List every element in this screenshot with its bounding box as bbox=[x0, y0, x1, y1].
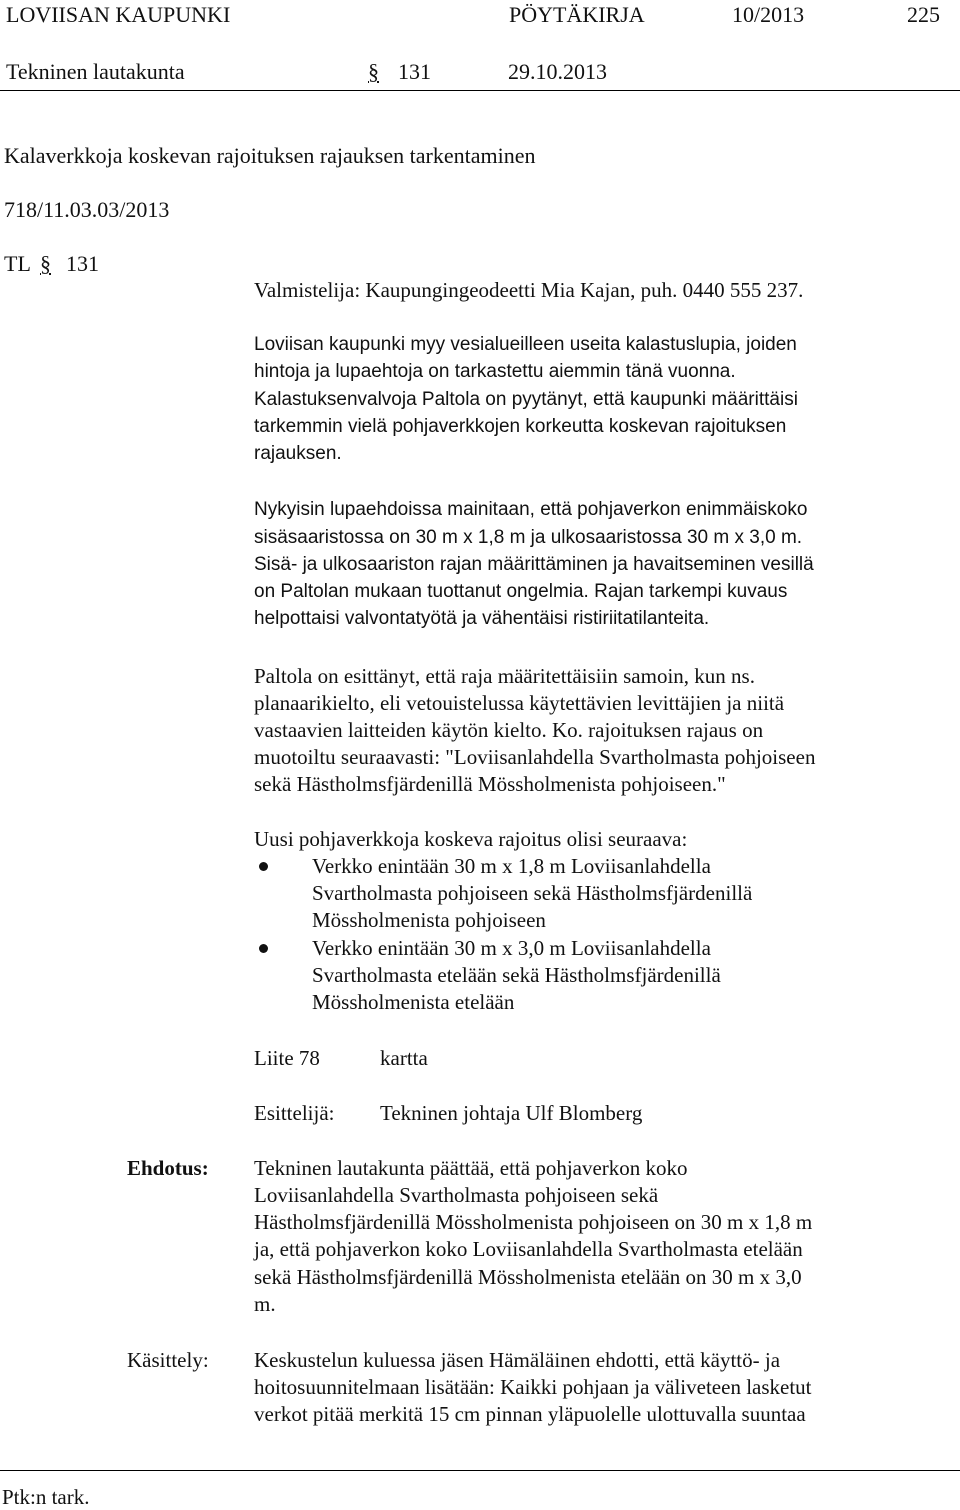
document-type: PÖYTÄKIRJA bbox=[509, 2, 645, 27]
list-intro: Uusi pohjaverkkoja koskeva rajoitus olisi seuraava: bbox=[254, 827, 688, 851]
bullet-icon bbox=[259, 944, 268, 953]
paragraph-line: sekä Hästholmsfjärdenillä Mössholmenista pohjoiseen." bbox=[254, 772, 726, 796]
case-section-symbol: § bbox=[40, 251, 51, 276]
meeting-date: 29.10.2013 bbox=[508, 59, 607, 84]
proposal-line: Loviisanlahdella Svartholmasta pohjoiseen sekä bbox=[254, 1183, 659, 1207]
proposal-line: Hästholmsfjärdenillä Mössholmenista pohjoiseen on 30 m x 1,8 m bbox=[254, 1210, 813, 1234]
paragraph-line: Paltola on esittänyt, että raja määritettäisiin samoin, kun ns. bbox=[254, 664, 755, 688]
list-item-line: Verkko enintään 30 m x 1,8 m Loviisanlahdella bbox=[312, 854, 711, 878]
case-prefix: TL bbox=[4, 251, 31, 276]
paragraph-line: Kalastuksenvalvoja Paltola on pyytänyt, että kaupunki määrittäisi bbox=[254, 389, 798, 410]
header-rule bbox=[0, 90, 960, 91]
handling-line: hoitosuunnitelmaan lisätään: Kaikki pohjaan ja väliveteen lasketut bbox=[254, 1375, 812, 1399]
paragraph-line: vastaavien laitteiden käytön kielto. Ko. rajoituksen rajaus on bbox=[254, 718, 764, 742]
proposal-label: Ehdotus: bbox=[127, 1156, 209, 1180]
proposal-line: ja, että pohjaverkon koko Loviisanlahdella Svartholmasta etelään bbox=[254, 1237, 803, 1261]
proposal-line: m. bbox=[254, 1292, 276, 1316]
presenter-value: Tekninen johtaja Ulf Blomberg bbox=[380, 1101, 643, 1125]
page-number: 225 bbox=[907, 2, 940, 27]
presenter-label: Esittelijä: bbox=[254, 1101, 335, 1125]
paragraph-line: muotoiltu seuraavasti: "Loviisanlahdella Svartholmasta pohjoiseen bbox=[254, 745, 816, 769]
handling-line: verkot pitää merkitä 15 cm pinnan yläpuolelle ulottuvalla suuntaa bbox=[254, 1402, 806, 1426]
proposal-line: sekä Hästholmsfjärdenillä Mössholmenista etelään on 30 m x 3,0 bbox=[254, 1265, 802, 1289]
list-item-line: Mössholmenista pohjoiseen bbox=[312, 908, 546, 932]
paragraph-line: Sisä- ja ulkosaariston rajan määrittäminen ja havaitseminen vesillä bbox=[254, 554, 814, 575]
paragraph-line: on Paltolan mukaan tuottanut ongelmia. Rajan tarkempi kuvaus bbox=[254, 581, 788, 602]
list-item-line: Svartholmasta pohjoiseen sekä Hästholmsfjärdenillä bbox=[312, 881, 753, 905]
paragraph-line: helpottaisi valvontatyötä ja vähentäisi ristiriitatilanteita. bbox=[254, 608, 710, 629]
paragraph-line: rajauksen. bbox=[254, 443, 342, 464]
org-name: LOVIISAN KAUPUNKI bbox=[6, 2, 231, 27]
section-symbol: § bbox=[368, 59, 379, 84]
handling-label: Käsittely: bbox=[127, 1348, 209, 1372]
list-item-line: Svartholmasta etelään sekä Hästholmsfjärdenillä bbox=[312, 963, 721, 987]
footer-checkers-label: Ptk:n tark. bbox=[2, 1485, 90, 1509]
paragraph-line: tarkemmin vielä pohjaverkkojen korkeutta koskevan rajoituksen bbox=[254, 416, 787, 437]
document-number: 10/2013 bbox=[732, 2, 805, 27]
attachment-value: kartta bbox=[380, 1046, 428, 1070]
section-number: 131 bbox=[398, 59, 431, 84]
preparer-line: Valmistelija: Kaupungingeodeetti Mia Kajan, puh. 0440 555 237. bbox=[254, 278, 804, 302]
meeting-body: Tekninen lautakunta bbox=[6, 59, 185, 84]
proposal-line: Tekninen lautakunta päättää, että pohjaverkon koko bbox=[254, 1156, 688, 1180]
subject-title: Kalaverkkoja koskevan rajoituksen rajauksen tarkentaminen bbox=[4, 143, 536, 168]
paragraph-line: Nykyisin lupaehdoissa mainitaan, että pohjaverkon enimmäiskoko bbox=[254, 499, 808, 520]
case-number: 131 bbox=[66, 251, 99, 276]
paragraph-line: hintoja ja lupaehtoja on tarkastettu aiemmin tänä vuonna. bbox=[254, 361, 736, 382]
paragraph-line: planaarikielto, eli vetouistelussa käytettävien levittäjien ja niitä bbox=[254, 691, 785, 715]
attachment-label: Liite 78 bbox=[254, 1046, 320, 1070]
bullet-icon bbox=[259, 862, 268, 871]
footer-rule bbox=[0, 1470, 960, 1471]
paragraph-line: sisäsaaristossa on 30 m x 1,8 m ja ulkosaaristossa 30 m x 3,0 m. bbox=[254, 527, 803, 548]
handling-line: Keskustelun kuluessa jäsen Hämäläinen ehdotti, että käyttö- ja bbox=[254, 1348, 781, 1372]
list-item-line: Verkko enintään 30 m x 3,0 m Loviisanlahdella bbox=[312, 936, 711, 960]
paragraph-line: Loviisan kaupunki myy vesialueilleen useita kalastuslupia, joiden bbox=[254, 334, 797, 355]
subject-reference: 718/11.03.03/2013 bbox=[4, 197, 170, 222]
list-item-line: Mössholmenista etelään bbox=[312, 990, 515, 1014]
